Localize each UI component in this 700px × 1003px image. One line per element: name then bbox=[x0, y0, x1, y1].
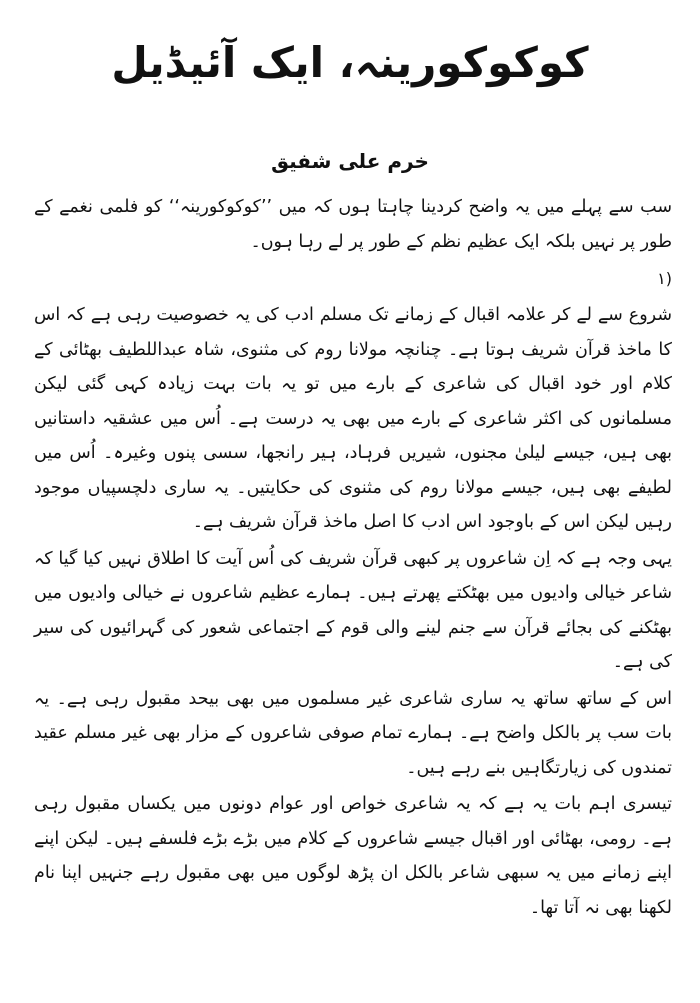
article-body bbox=[34, 190, 672, 925]
paragraph: اس کے ساتھ ساتھ یہ ساری شاعری غیر مسلموں میں بھی بیحد مقبول رہی ہے۔ یہ بات سب پر بالکل واضح ہے۔ ہمارے تمام صوفی شاعروں کے مزار بھی غیر مسلم عقید تمندوں کی زیارتگاہیں بنے رہے ہیں۔ bbox=[34, 688, 672, 778]
intro-paragraph: سب سے پہلے میں یہ واضح کردینا چاہتا ہوں کہ میں ’’کوکوکورینہ‘‘ کو فلمی نغمے کے طور پر نہیں بلکہ ایک عظیم نظم کے طور پر لے رہا ہوں۔ bbox=[34, 197, 672, 252]
author-name: خرم علی شفیق bbox=[271, 149, 429, 173]
page-title: کوکوکورینہ، ایک آئیڈیل bbox=[111, 38, 589, 87]
paragraph: شروع سے لے کر علامہ اقبال کے زمانے تک مسلم ادب کی یہ خصوصیت رہی ہے کہ اس کا ماخذ قرآن شریف ہوتا ہے۔ چنانچہ مولانا روم کی مثنوی، شاہ عبداللطیف بھٹائی کے کلام اور خود اقبال کی شاعری کے بارے میں تو یہ بات بہت زیادہ کہی گئی لیکن مسلمانوں کی اکثر شاعری کے بارے میں بھی یہ درست ہے۔ اُس میں عشقیہ داستانیں بھی ہیں، جیسے لیلیٰ مجنوں، شیریں فرہاد، ہیر رانجھا، سسی پنوں وغیرہ۔ اُس میں لطیفے بھی ہیں، جیسے مولانا روم کی مثنوی کی حکایتیں۔ یہ ساری دلچسپیاں موجود رہیں لیکن اس کے باوجود اس ادب کا اصل ماخذ قرآن شریف ہے۔ bbox=[34, 305, 672, 532]
section-marker: (۱ bbox=[657, 269, 672, 288]
paragraph: تیسری اہم بات یہ ہے کہ یہ شاعری خواص اور عوام دونوں میں یکساں مقبول رہی ہے۔ رومی، بھٹائی اور اقبال جیسے شاعروں کے کلام میں بڑے بڑے فلسفے ہیں۔ لیکن اپنے اپنے زمانے میں یہ سبھی شاعر بالکل ان پڑھ لوگوں میں بھی مقبول رہے جنہیں اپنا نام لکھنا بھی نہ آتا تھا۔ bbox=[34, 794, 672, 918]
paragraph: یہی وجہ ہے کہ اِن شاعروں پر کبھی قرآن شریف کی اُس آیت کا اطلاق نہیں کیا گیا کہ شاعر خیالی وادیوں میں بھٹکتے پھرتے ہیں۔ ہمارے عظیم شاعروں نے خیالی وادیوں میں بھٹکنے کی بجائے قرآن سے جنم لینے والی قوم کے اجتماعی شعور کی گہرائیوں کی سیر کی ہے۔ bbox=[34, 548, 672, 672]
